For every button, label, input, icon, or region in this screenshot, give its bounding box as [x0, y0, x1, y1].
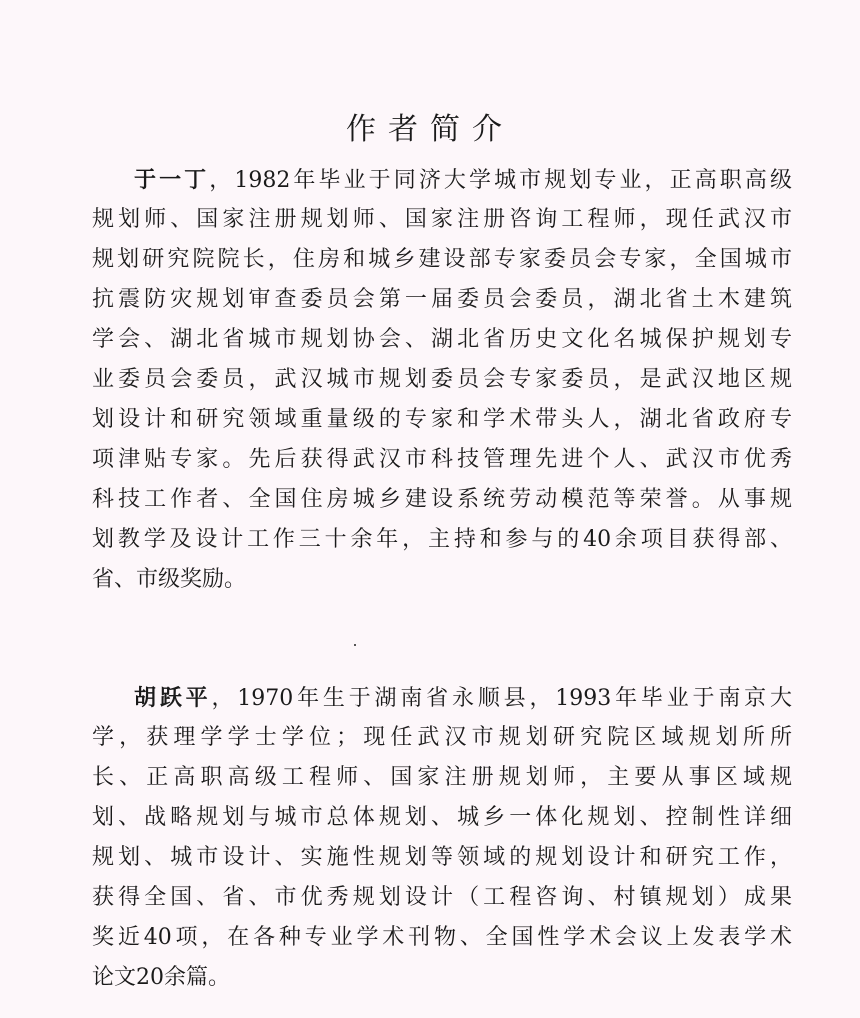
bio-line: 于一丁，1982年毕业于同济大学城市规划专业，正高职高级: [134, 167, 792, 193]
bio-line: 科技工作者、全国住房城乡建设系统劳动模范等荣誉。从事规: [92, 487, 792, 512]
page-title: 作者简介: [346, 112, 514, 147]
bio-line: 规划、城市设计、实施性规划等领域的规划设计和研究工作，: [92, 845, 792, 870]
bio-line: 划、战略规划与城市总体规划、城乡一体化规划、控制性详细: [92, 805, 792, 830]
bio-line: 胡跃平，1970年生于湖南省永顺县，1993年毕业于南京大: [134, 685, 792, 711]
bio-line: 划教学及设计工作三十余年，主持和参与的40余项目获得部、: [92, 527, 792, 552]
bio-line: 项津贴专家。先后获得武汉市科技管理先进个人、武汉市优秀: [92, 447, 792, 472]
bio-line: 获得全国、省、市优秀规划设计（工程咨询、村镇规划）成果: [92, 885, 792, 910]
bio-line: 长、正高职高级工程师、国家注册规划师，主要从事区域规: [92, 765, 792, 790]
bio-line: 省、市级奖励。: [92, 567, 247, 592]
stray-mark: [354, 644, 356, 646]
bio-line: 划设计和研究领域重量级的专家和学术带头人，湖北省政府专: [92, 407, 792, 432]
author-bio-1: [92, 160, 792, 600]
bio-line: 规划研究院院长，住房和城乡建设部专家委员会专家，全国城市: [92, 247, 792, 272]
bio-line: 业委员会委员，武汉城市规划委员会专家委员，是武汉地区规: [92, 367, 792, 392]
bio-line: 抗震防灾规划审查委员会第一届委员会委员，湖北省土木建筑: [92, 287, 792, 312]
bio-line: 学，获理学学士学位；现任武汉市规划研究院区域规划所所: [92, 725, 792, 750]
bio-line: 奖近40项，在各种专业学术刊物、全国性学术会议上发表学术: [92, 925, 792, 950]
author-bio-2: [92, 678, 792, 998]
author-name: 于一丁: [134, 167, 210, 193]
author-name: 胡跃平: [134, 685, 212, 711]
bio-line: 论文20余篇。: [92, 965, 230, 990]
bio-line: 学会、湖北省城市规划协会、湖北省历史文化名城保护规划专: [92, 327, 792, 352]
bio-line: 规划师、国家注册规划师、国家注册咨询工程师，现任武汉市: [92, 207, 792, 232]
